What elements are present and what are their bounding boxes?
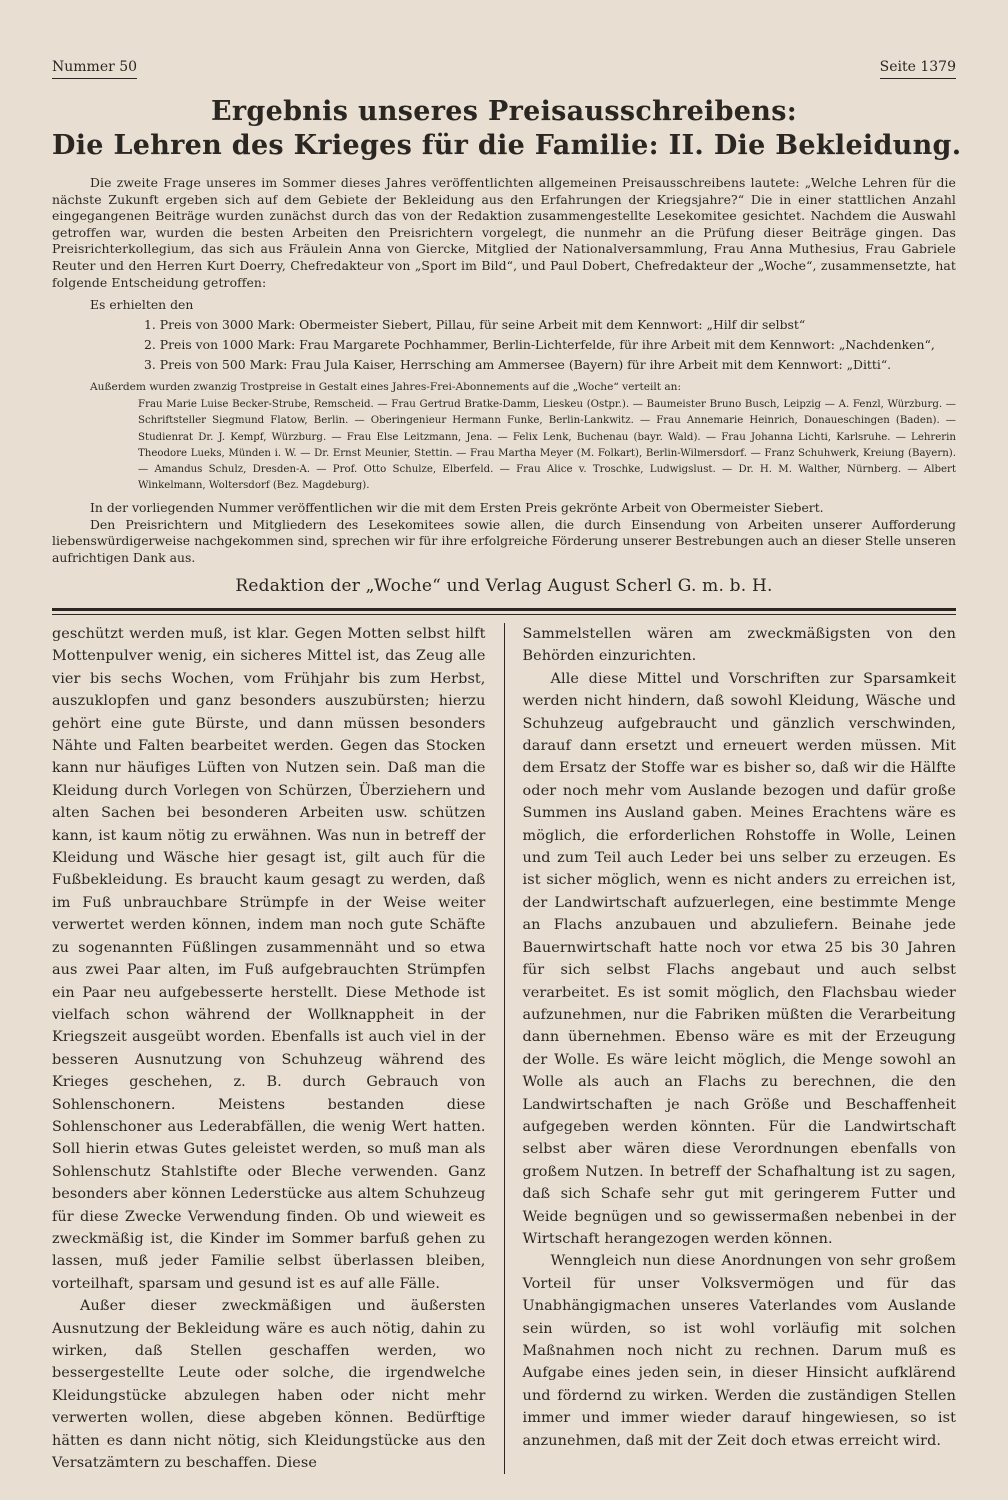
running-head (52, 58, 956, 79)
column-paragraph: Wenngleich nun diese Anordnungen von sehr großem Vorteil für unser Volksvermögen und für das Unabhängigmachen unseres Vaterlandes vom Auslande sein würden, so ist wohl vorläufig mit solchen Maßnahmen noch nicht zu rechnen. Darum muß es Aufgabe eines jeden sein, in dieser Hinsicht aufklärend und fördernd zu wirken. Werden die zuständigen Stellen immer und immer wieder darauf hingewiesen, so ist anzunehmen, daß mit der Zeit doch etwas erreicht wird. (522, 1253, 956, 1449)
consolation-lead: Außerdem wurden zwanzig Trostpreise in Gestalt eines Jahres-Frei-Abonnements auf die „Woche“ verteilt an: (90, 381, 682, 394)
page-number: Seite 1379 (880, 58, 956, 79)
section-divider (52, 608, 956, 615)
column-paragraph: Alle diese Mittel und Vorschriften zur Sparsamkeit werden nicht hindern, daß sowohl Kleidung, Wäsche und Schuhzeug aufgebraucht und gänzlich verschwinden, darauf dann ersetzt und erneuert werden müssen. Mit dem Ersatz der Stoffe war es bisher so, daß wir die Hälfte oder noch mehr vom Auslande bezogen und dafür große Summen ins Ausland gaben. Meines Erachtens wäre es möglich, die erforderlichen Rohstoffe in Wolle, Leinen und zum Teil auch Leder bei uns selber zu erzeugen. Es ist sicher möglich, wenn es nicht anders zu erreichen ist, der Landwirtschaft aufzuerlegen, eine bestimmte Menge an Flachs anzubauen und abzuliefern. Beinahe jede Bauernwirtschaft hatte noch vor etwa 25 bis 30 Jahren für sich selbst Flachs angebaut und auch selbst verarbeitet. Es ist somit möglich, den Flachsbau wieder aufzunehmen, nur die Fabriken müßten die Verarbeitung dann übernehmen. Ebenso wäre es mit der Erzeugung der Wolle. Es wäre leicht möglich, die Menge sowohl an Wolle als auch an Flachs zu berechnen, die den Landwirtschaften je nach Größe und Beschaffenheit aufgegeben werden könnten. Für die Landwirtschaft selbst aber wären diese Verordnungen ebenfalls von großem Nutzen. In betreff der Schafhaltung ist zu sagen, daß sich Schafe sehr gut mit geringerem Futter und Weide begnügen und so gewissermaßen nebenbei in der Wirtschaft herangezogen werden können. (522, 670, 956, 1247)
closing-paragraph-2: Den Preisrichtern und Mitgliedern des Lesekomitees sowie allen, die durch Einsendung von Arbeiten unserer Aufforderung liebenswürdigerweise nachgekommen sind, sprechen wir für ihre erfolgreiche Förderung unserer Bestrebungen auch an dieser Stelle unseren aufrichtigen Dank aus. (52, 516, 956, 565)
title-line-2: Die Lehren des Krieges für die Familie: II. Die Bekleidung. (52, 130, 962, 161)
signature: Redaktion der „Woche“ und Verlag August Scherl G. m. b. H. (235, 576, 773, 596)
left-column (52, 623, 486, 1474)
closing-paragraph-1: In der vorliegenden Nummer veröffentlichen wir die mit dem Ersten Preis gekrönte Arbeit von Obermeister Siebert. (90, 500, 824, 516)
consolation-names: Frau Marie Luise Becker-Strube, Remscheid. — Frau Gertrud Bratke-Damm, Lieskeu (Ostpr.). — Baumeister Bruno Busch, Leipzig — A. Fenzl, Würzburg. — Schriftsteller Siegmund Flatow, Berlin. — Oberingenieur Hermann Funke, Berlin-Lankwitz. — Frau Annemarie Heinrich, Donaueschingen (Baden). — Studienrat Dr. J. Kempf, Würzburg. — Frau Else Leitzmann, Jena. — Felix Lenk, Buchenau (bayr. Wald). — Frau Johanna Lichti, Karlsruhe. — Lehrerin Theodore Lueks, Münden i. W. — Dr. Ernst Meunier, Stettin. — Frau Martha Meyer (M. Folkart), Berlin-Wilmersdorf. — Franz Schuhwerk, Kreiung (Bayern). — Amandus Schulz, Dresden-A. — Prof. Otto Schulze, Elberfeld. — Frau Alice v. Troschke, Ludwigslust. — Dr. H. M. Walther, Nürnberg. — Albert Winkelmann, Woltersdorf (Bez. Magdeburg). (138, 399, 956, 492)
column-paragraph: Sammelstellen wären am zweckmäßigsten von den Behörden einzurichten. (522, 626, 956, 665)
column-divider (504, 623, 505, 1474)
article-columns (52, 623, 956, 1474)
title-line-1: Ergebnis unseres Preisausschreibens: (211, 96, 797, 127)
column-paragraph: geschützt werden muß, ist klar. Gegen Motten selbst hilft Mottenpulver wenig, ein sicheres Mittel ist, das Zeug alle vier bis sechs Wochen, vom Frühjahr bis zum Herbst, auszuklopfen und ganz besonders auszubürsten; hierzu gehört eine gute Bürste, und dann müssen besonders Nähte und Falten bearbeitet werden. Gegen das Stocken kann nur häufiges Lüften von Nutzen sein. Daß man die Kleidung durch Vorlegen von Schürzen, Überziehern und alten Sachen bei besonderen Arbeiten usw. schützen kann, ist kaum nötig zu erwähnen. Was nun in betreff der Kleidung und Wäsche hier gesagt ist, gilt auch für die Fußbekleidung. Es braucht kaum gesagt zu werden, daß im Fuß unbrauchbare Strümpfe in der Weise weiter verwertet werden können, indem man noch gute Schäfte zu sogenannten Füßlingen zusammennäht und so etwa aus zwei Paar alten, im Fuß aufgebrauchten Strümpfen ein Paar neu aufgebesserte herstellt. Diese Methode ist vielfach schon während der Wollknappheit in der Kriegszeit ausgeübt worden. Ebenfalls ist auch viel in der besseren Ausnutzung von Schuhzeug während des Krieges geschehen, z. B. durch Gebrauch von Sohlenschonern. Meistens bestanden diese Sohlenschoner aus Lederabfällen, die wenig Wert hatten. Soll hierin etwas Gutes geleistet werden, so muß man als Sohlenschutz Stahlstifte oder Bleche verwenden. Ganz besonders aber können Lederstücke aus altem Schuhzeug für diese Zwecke Verwendung finden. Ob und wieweit es zweckmäßig ist, die Kinder im Sommer barfuß gehen zu lassen, muß jeder Familie selbst überlassen bleiben, vorteilhaft, sparsam und gesund ist es auf alle Fälle. (52, 626, 486, 1292)
prize-list (144, 316, 956, 373)
right-column (523, 623, 957, 1474)
issue-number: Nummer 50 (52, 58, 137, 79)
intro-paragraph: Die zweite Frage unseres im Sommer dieses Jahres veröffentlichten allgemeinen Preisausschreibens lautete: „Welche Lehren für die nächste Zukunft ergeben sich auf dem Gebiete der Bekleidung aus den Erfahrungen der Kriegsjahre?“ Die in einer stattlichen Anzahl eingegangenen Beiträge wurden zunächst durch das von der Redaktion zusammengestellte Lesekomitee gesichtet. Nachdem die Auswahl getroffen war, wurden die besten Arbeiten den Preisrichtern vorgelegt, die nunmehr an die Prüfung dieser Beiträge gingen. Das Preisrichterkollegium, das sich aus Fräulein Anna von Giercke, Mitglied der Nationalversammlung, Frau Anna Muthesius, Frau Gabriele Reuter und den Herren Kurt Doerry, Chefredakteur von „Sport im Bild“, und Paul Dobert, Chefredakteur der „Woche“, zusammensetzte, hat folgende Entscheidung getroffen: (52, 175, 956, 290)
prizes-lead: Es erhielten den (90, 297, 194, 313)
prize-item: 1. Preis von 3000 Mark: Obermeister Siebert, Pillau, für seine Arbeit mit dem Kennwort: „Hilf dir selbst“ (144, 317, 806, 333)
column-paragraph: Außer dieser zweckmäßigen und äußersten Ausnutzung der Bekleidung wäre es auch nötig, dahin zu wirken, daß Stellen geschaffen werden, wo bessergestellte Leute oder solche, die irgendwelche Kleidungstücke abzulegen haben oder nicht mehr verwerten wollen, diese abgeben können. Bedürftige hätten es dann nicht nötig, sich Kleidungstücke aus den Versatzämtern zu beschaffen. Diese (52, 1298, 486, 1472)
prize-item: 3. Preis von 500 Mark: Frau Jula Kaiser, Herrsching am Ammersee (Bayern) für ihre Arbeit mit dem Kennwort: „Ditti“. (144, 357, 892, 373)
article-title (52, 95, 962, 163)
prize-item: 2. Preis von 1000 Mark: Frau Margarete Pochhammer, Berlin-Lichterfelde, für ihre Arbeit mit dem Kennwort: „Nachdenken“, (144, 337, 935, 353)
